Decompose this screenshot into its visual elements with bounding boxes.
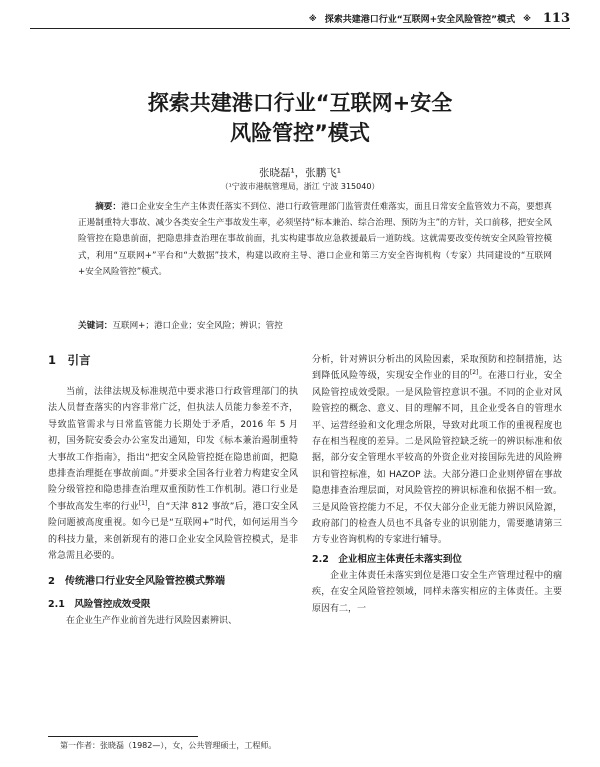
section-1-heading: 1 引言	[48, 353, 91, 367]
section-2-1-heading: 2.1 风险管控成效受限	[48, 599, 151, 611]
title-line-2: 风险管控”模式	[230, 121, 370, 145]
right-para1-cont: 。在港口行业，安全风险管控成效受限。一是风险管控意识不强。不同的企业对风险管控的概念、意义、目的理解不同，且企业受各自的管理水平、运营经验和文化理念所限，导致对此项工作的重视程度也存在相当程度的差异。二是风险管控缺乏统一的辨识标准和依据，部分安全管理水平较高的外资企业对接国际先进的风险辨识和管控标准，如 HAZOP 法。大部分港口企业则停留在事故隐患排查治理层面，对风险管控的辨识标准和依据不相一致。三是风险管控能力不足，不仅大部分企业无能力辨识风险源，政府部门的检查人员也不具备专业的识别能力，需要邀请第三方专业咨询机构的专家进行辅导。	[312, 371, 562, 546]
abstract	[78, 199, 552, 280]
left-para1-text: 当前，法律法规及标准规范中要求港口行政管理部门的执法人员督查落实的内容非常广泛，但执法人员能力参差不齐，导致监管需求与日常监管能力长期处于矛盾，2016 年 5 月初，国务院安委会办公室发出通知，印发《标本兼治遏制重特大事故工作指南》，指出“把安全风险管控挺在隐患前面，把隐患排查治理挺在事故前面。”并要求全国各行业着力构建安全风险分级管控和隐患排查治理双重预防性工作机制。港口行业是个事故高发生率的行业	[48, 387, 298, 512]
left-paragraph-2: 在企业生产作业前首先进行风险因素辨识、	[66, 616, 238, 627]
abstract-text: 港口企业安全生产主体责任落实不到位、港口行政管理部门监管责任难落实，面且日常安全监管效力不高，要想真正遏制重特大事故、减少各类安全生产事故发生率，必须坚持“标本兼治、综合治理、预防为主”的方针，关口前移，把安全风险管控在隐患前面，把隐患排查治理在事故前面，扎实构建事故应急救援最后一道防线。这就需要改变传统安全风险管控模式，利用“互联网+”平台和“大数据”技术，构建以政府主导、港口企业和第三方安全咨询机构（专家）共同建设的“互联网+安全风险管控”模式。	[78, 202, 552, 277]
running-title: 探索共建港口行业“互联网+安全风险管控”模式	[324, 14, 516, 25]
affiliation: （¹宁波市港航管理局，浙江 宁波 315040）	[220, 182, 380, 191]
right-column	[312, 352, 562, 617]
left-column	[48, 352, 298, 630]
ref-1: [1]	[138, 499, 148, 507]
running-header	[30, 8, 570, 29]
header-right-mark: ※	[523, 13, 531, 23]
right-paragraph-2: 企业主体责任未落实到位是港口安全生产管理过程中的痼疾，在安全风险管控领域，同样未落实相应的主体责任。主要原因有二，一	[312, 570, 562, 614]
page-number: 113	[542, 10, 570, 26]
footnote-divider	[48, 736, 198, 737]
right-para1-text: 分析，针对辨识分析出的风险因素，采取预防和控制措施，达到降低风险等级，实现安全作业的目的	[312, 355, 562, 382]
title-line-1: 探索共建港口行业“互联网+安全	[147, 91, 453, 115]
ref-2: [2]	[469, 369, 479, 377]
keywords-text: 互联网+；港口企业；安全风险；辨识；管控	[112, 321, 283, 331]
abstract-label: 摘要：	[95, 202, 122, 212]
article-title	[0, 88, 600, 148]
footnote: 第一作者：张晓磊（1982—），女，公共管理硕士，工程师。	[60, 741, 277, 750]
authors: 张晓磊¹，张鹏飞¹	[259, 167, 341, 179]
left-para1-cont: ，自“天津 812 事故”后，港口安全风险问题被高度重视。如今已是“互联网+”时代，如何运用当今的科技力量，来创新现有的港口企业安全风险管控模式，是非常急需且必要的。	[48, 501, 298, 562]
section-2-2-heading: 2.2 企业相应主体责任未落实到位	[312, 553, 462, 565]
keywords	[78, 318, 552, 334]
right-paragraph-1	[312, 352, 562, 549]
left-paragraph-1	[48, 384, 298, 564]
section-2-heading: 2 传统港口行业安全风险管控模式弊端	[48, 576, 225, 588]
keywords-label: 关键词：	[78, 321, 113, 331]
header-left-mark: ※	[308, 13, 317, 23]
